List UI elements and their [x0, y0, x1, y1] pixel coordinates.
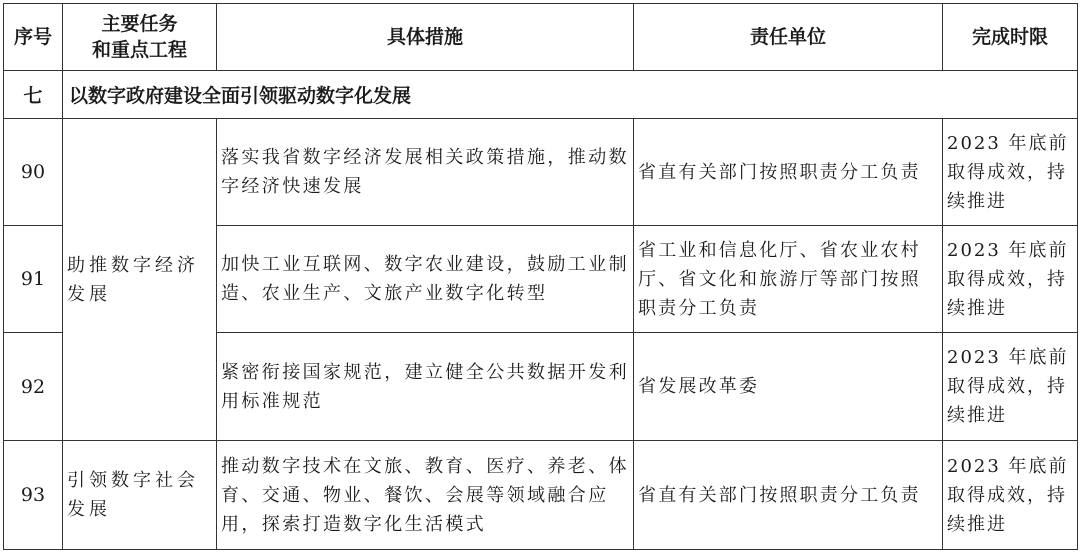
- section-title: 以数字政府建设全面引领驱动数字化发展: [63, 71, 1078, 119]
- row-deadline: 2023 年底前取得成效，持续推进: [943, 333, 1078, 441]
- row-unit: 省直有关部门按照职责分工负责: [634, 119, 943, 226]
- header-unit: 责任单位: [634, 4, 943, 71]
- row-seq: 92: [4, 333, 63, 441]
- section-row: [4, 71, 1078, 119]
- row-seq: 91: [4, 226, 63, 333]
- table-header-row: [4, 4, 1078, 71]
- task-cell: 引领数字社会发展: [63, 441, 217, 550]
- section-number: 七: [4, 71, 63, 119]
- row-unit: 省工业和信息化厅、省农业农村厅、省文化和旅游厅等部门按照职责分工负责: [634, 226, 943, 333]
- row-seq: 93: [4, 441, 63, 550]
- row-measure: 紧密衔接国家规范，建立健全公共数据开发利用标准规范: [217, 333, 634, 441]
- table-row: [4, 119, 1078, 226]
- row-unit: 省直有关部门按照职责分工负责: [634, 441, 943, 550]
- header-task-line1: 主要任务: [101, 13, 178, 35]
- header-measure: 具体措施: [217, 4, 634, 71]
- row-deadline: 2023 年底前取得成效，持续推进: [943, 119, 1078, 226]
- row-deadline: 2023 年底前取得成效，持续推进: [943, 226, 1078, 333]
- row-unit: 省发展改革委: [634, 333, 943, 441]
- row-seq: 90: [4, 119, 63, 226]
- row-deadline: 2023 年底前取得成效，持续推进: [943, 441, 1078, 550]
- row-measure: 推动数字技术在文旅、教育、医疗、养老、体育、交通、物业、餐饮、会展等领域融合应用，探索打造数字化生活模式: [217, 441, 634, 550]
- header-deadline: 完成时限: [943, 4, 1078, 71]
- row-measure: 加快工业互联网、数字农业建设，鼓励工业制造、农业生产、文旅产业数字化转型: [217, 226, 634, 333]
- header-task-line2: 和重点工程: [91, 39, 187, 61]
- header-seq: 序号: [4, 4, 63, 71]
- header-task: [63, 4, 217, 71]
- table-row: [4, 441, 1078, 550]
- row-measure: 落实我省数字经济发展相关政策措施，推动数字经济快速发展: [217, 119, 634, 226]
- task-cell: 助推数字经济发展: [63, 119, 217, 441]
- task-table: [3, 3, 1078, 550]
